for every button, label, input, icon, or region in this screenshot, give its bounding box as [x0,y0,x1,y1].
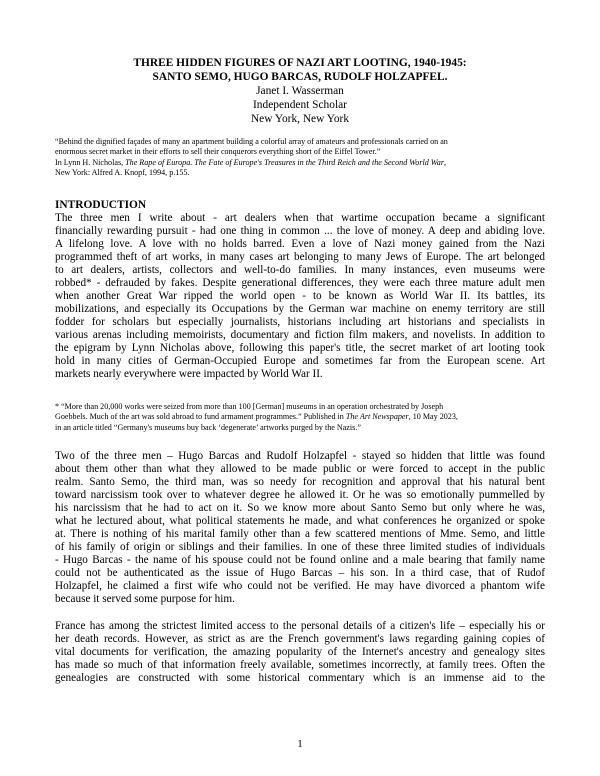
body-paragraph-2 [55,450,545,606]
epigraph [55,137,547,178]
footnote-text: Goebbels. Much of the art was sold abroad to fund armament programmes.” Published in [55,412,346,422]
text-line: - Hugo Barcas - the name of his spouse could not be found online and a male bearing that family name [55,554,545,566]
author-name: Janet I. Wasserman [256,85,344,97]
text-line: hold in many cities of German-Occupied Europe and sometimes far from the European scene. Art [55,355,545,367]
text-line: the epigram by Lynn Nicholas above, following this paper's title, the secret market of art looting took [55,342,545,354]
text-line: The three men I write about - art dealers when that wartime occupation became a significant [55,212,545,224]
text-line: mobilizations, and especially its Occupations by the German war machine on enemy territory are still [55,303,545,315]
text-line: his narcissism that he had to act on it. So we know more about Santo Semo but only where he was, [55,502,545,514]
body-paragraph-3 [55,620,545,685]
epigraph-citation-line-1 [55,158,547,168]
section-heading: INTRODUCTION [55,199,147,211]
text-line: fodder for scholars but especially journalists, historians including art historians and specialists in [55,316,545,328]
footnote-line-1: * “More than 20,000 works were seized from more than 100 [German] museums in an operation orchestrated by Joseph [55,402,444,411]
text-line: genealogies are constructed with some historical commentary which is an immense aid to the [55,672,545,684]
text-line: about them other than what they allowed to be made public or were forced to accept in the public [55,463,545,475]
text-line: her death records. However, as strict as are the French government's laws regarding gaining copies of [55,633,545,645]
text-line: of his family of origin or siblings and their families. In one of these three limited studies of individuals [55,541,545,553]
footnote-line-3: in an article titled “Germany's museums buy back ‘degenerate’ artworks purged by the Nazis.” [55,422,361,432]
text-line: various arenas including memoirists, documentary and fiction film makers, and novelists. In addition to [55,329,545,341]
citation-suffix: , [444,157,447,167]
author-location: New York, New York [250,113,350,125]
title-line-1: THREE HIDDEN FIGURES OF NAZI ART LOOTING, 1940-1945: [133,57,467,69]
text-line: vital documents for verification, the amazing popularity of the Internet's ancestry and genealogy sites [55,646,545,658]
text-line: when another Great War ripped the world open - to be known as World War II. Its battles, its [55,290,545,302]
footnote-journal-title: The Art Newspaper [345,412,409,422]
page-number: 1 [297,738,303,750]
text-line: France has among the strictest limited access to the personal details of a citizen's life – especially his or [55,620,545,632]
citation-book-title: The Rape of Europa. The Fate of Europe's Treasures in the Third Reich and the Second World War [125,157,445,167]
epigraph-quote-line-2: enormous secret market in their efforts to sell their conquerors everything short of the Eiffel Tower.” [55,147,381,157]
epigraph-quote-line-1: “Behind the dignified façades of many an apartment building a colorful array of amateurs and professionals carried on an [55,137,448,146]
text-line: what he lectured about, what political statements he made, and what conferences he organized or spoke [55,515,545,527]
footnote [55,402,545,433]
intro-paragraph [55,212,545,381]
text-line: robbed* - defrauded by fakes. Despite generational differences, they were each three mature adult men [55,277,545,289]
text-line: Holzapfel, he claimed a first wife who could not be verified. He may have divorced a phantom wife [55,580,545,592]
text-line: because it served some purpose for him. [55,593,235,605]
text-line: programmed theft of art works, in many cases art belonging to many Jews of Europe. The art belonged [55,251,545,263]
footnote-line-2 [55,412,545,422]
text-line: could not be authenticated as the issue of Hugo Barcas – his son. In a third case, that of Rudof [55,567,545,579]
title-line-2: SANTO SEMO, HUGO BARCAS, RUDOLF HOLZAPFEL. [152,71,448,83]
text-line: financially rewarding pursuit - had one thing in common ... the love of money. A deep and abiding love. [55,225,545,237]
text-line: has made so much of that information freely available, sometimes incorrectly, at family trees. Often the [55,659,545,671]
author-affiliation: Independent Scholar [253,99,347,111]
footnote-date: , 10 May 2023, [408,412,458,422]
text-line: A lifelong love. A love with no holds barred. Even a love of Nazi money gained from the Nazi [55,238,545,250]
text-line: realm. Santo Semo, the third man, was so needy for recognition and approval that his natural bent [55,476,545,488]
epigraph-citation-line-2: New York: Alfred A. Knopf, 1994, p.155. [55,167,190,177]
text-line: to art dealers, artists, collectors and well-to-do families. In many instances, even museums were [55,264,545,276]
text-line: markets nearly everywhere were impacted by World War II. [55,368,323,380]
text-line: Two of the three men – Hugo Barcas and Rudolf Holzapfel - stayed so hidden that little was found [55,450,545,462]
text-line: toward narcissism took over to whatever degree he allowed it. Or he was so emotionally pummelled by [55,489,545,501]
citation-prefix: In Lynn H. Nicholas, [55,157,126,167]
text-line: at. There is nothing of his marital family other than a few scattered mentions of Mme. Semo, and little [55,528,545,540]
